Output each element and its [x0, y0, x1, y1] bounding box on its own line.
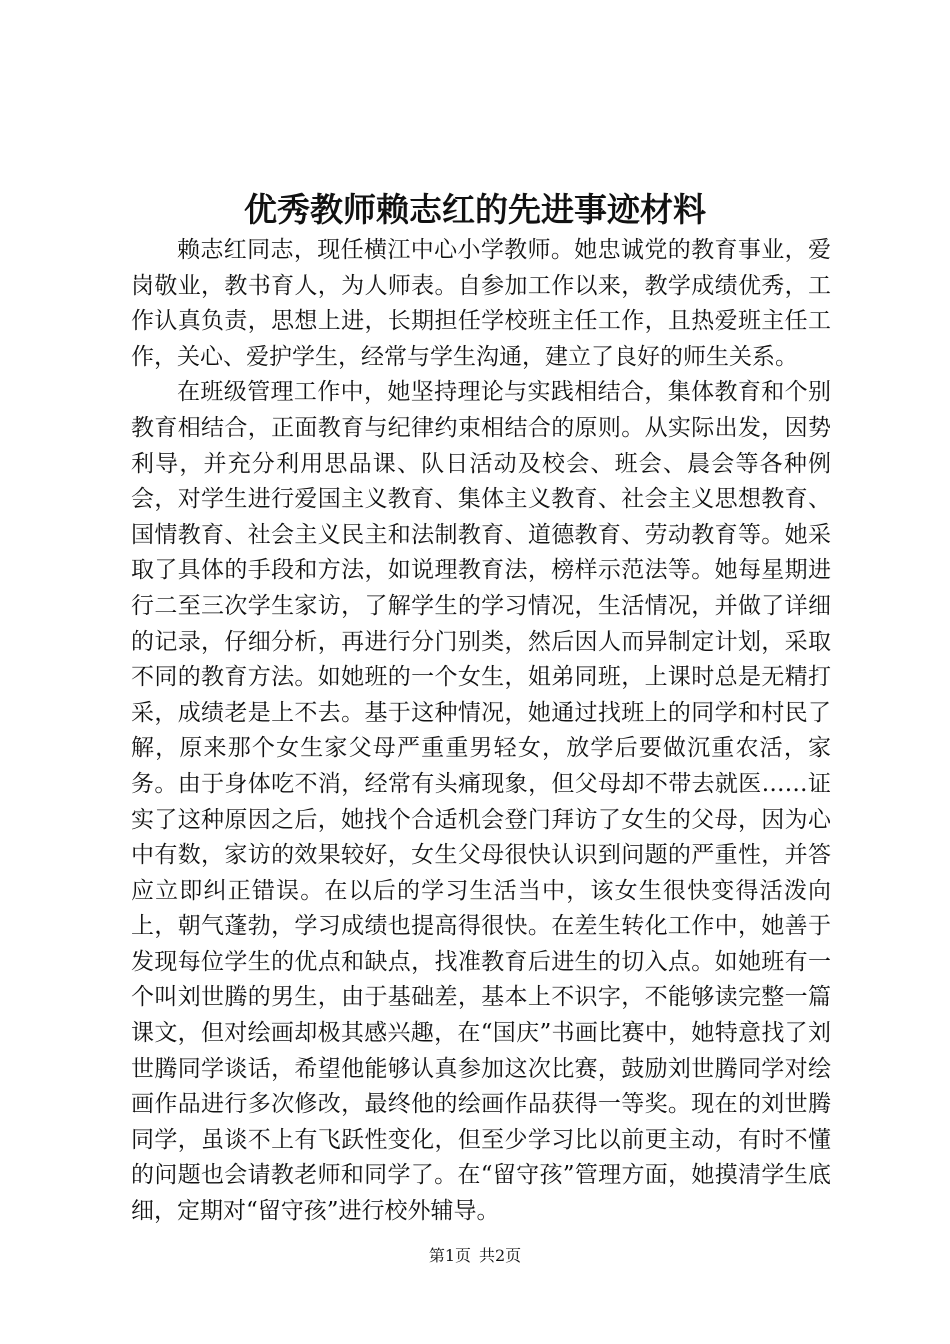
paragraph-class-management: 在班级管理工作中，她坚持理论与实践相结合，集体教育和个别教育相结合，正面教育与纪律约束相结合的原则。从实际出发，因势利导，并充分利用思品课、队日活动及校会、班会、晨会等各种例会，对学生进行爱国主义教育、集体主义教育、社会主义思想教育、国情教育、社会主义民主和法制教育、道德教育、劳动教育等。她采取了具体的手段和方法，如说理教育法，榜样示范法等。她每星期进行二至三次学生家访，了解学生的学习情况，生活情况，并做了详细的记录，仔细分析，再进行分门别类，然后因人而异制定计划，采取不同的教育方法。如她班的一个女生，姐弟同班，上课时总是无精打采，成绩老是上不去。基于这种情况，她通过找班上的同学和村民了解，原来那个女生家父母严重重男轻女，放学后要做沉重农活，家务。由于身体吃不消，经常有头痛现象，但父母却不带去就医……证实了这种原因之后，她找个合适机会登门拜访了女生的父母，因为心中有数，家访的效果较好，女生父母很快认识到问题的严重性，并答应立即纠正错误。在以后的学习生活当中，该女生很快变得活泼向上，朝气蓬勃，学习成绩也提高得很快。在差生转化工作中，她善于发现每位学生的优点和缺点，找准教育后进生的切入点。如她班有一个叫刘世腾的男生，由于基础差，基本上不识字，不能够读完整一篇课文，但对绘画却极其感兴趣，在“国庆”书画比赛中，她特意找了刘世腾同学谈话，希望他能够认真参加这次比赛，鼓励刘世腾同学对绘画作品进行多次修改，最终他的绘画作品获得一等奖。现在的刘世腾同学，虽谈不上有飞跃性变化，但至少学习比以前更主动，有时不懂的问题也会请教老师和同学了。在“留守孩”管理方面，她摸清学生底细，定期对“留守孩”进行校外辅导。	[131, 379, 831, 1225]
page-footer	[0, 1244, 950, 1268]
document-title: 优秀教师赖志红的先进事迹材料	[244, 190, 706, 229]
document-body	[131, 233, 831, 1230]
page-total: 共2页	[479, 1246, 522, 1265]
paragraph-intro: 赖志红同志，现任横江中心小学教师。她忠诚党的教育事业，爱岗敬业，教书育人，为人师表。自参加工作以来，教学成绩优秀，工作认真负责，思想上进，长期担任学校班主任工作，且热爱班主任工作，关心、爱护学生，经常与学生沟通，建立了良好的师生关系。	[131, 237, 831, 370]
page-number: 第1页	[428, 1246, 471, 1265]
